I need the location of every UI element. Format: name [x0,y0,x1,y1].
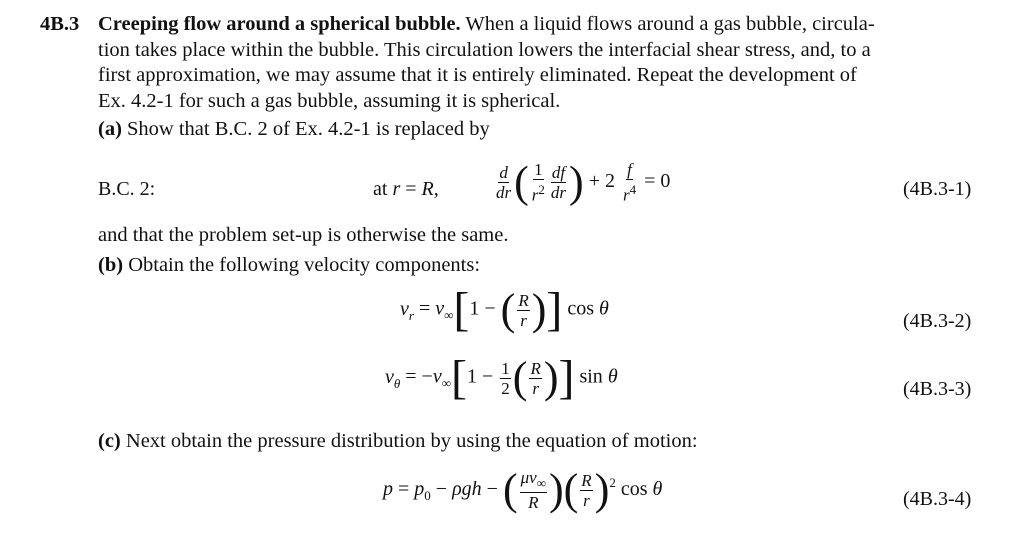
part-c-label: (c) [98,430,121,452]
frac-d-dr: $\frac{d}{dr}$ [496,162,512,202]
eq-number-1: (4B.3-1) [903,178,972,200]
frac-mu-v-over-r: $\frac{\mu v_\infty}{R}$ [520,468,546,513]
frac-r-over-r-2: $\frac{R}{r}$ [530,358,541,398]
part-c-text: Next obtain the pressure distribution by using the equation of motion: [125,430,698,452]
frac-one-r2: $\frac{1}{r^2}$ [531,160,545,205]
part-a-prompt [98,118,490,141]
equation-4b3-2: $v_r = v_\infty[1$ − ( $\frac{R}{r}$ )] cos θ [400,283,609,336]
eq-number-4: (4B.3-4) [903,488,972,510]
problem-text-1: When a liquid flows around a gas bubble, circula- [465,13,875,35]
part-c-prompt [98,430,698,453]
problem-title: Creeping flow around a spherical bubble. [98,13,461,35]
problem-line-4: Ex. 4.2-1 for such a gas bubble, assuming it is spherical. [98,89,561,112]
frac-r-over-r-3: $\frac{R}{r}$ [581,470,592,510]
equation-4b3-1: $\frac{d}{dr}$ ( $\frac{1}{r^2}$ $\frac{df}{dr}$ ) + 2 $\frac{f}{r^4}$ = 0 [496,157,671,207]
problem-statement [40,12,990,114]
frac-r-over-r: $\frac{R}{r}$ [518,290,529,330]
problem-line-3: first approximation, we may assume that it is entirely eliminated. Repeat the development of [98,64,857,86]
problem-number: 4B.3 [40,13,80,35]
frac-df-dr: $\frac{df}{dr}$ [550,162,567,202]
eq-number-3: (4B.3-3) [903,378,972,400]
part-b-label: (b) [98,254,124,276]
part-b-text: Obtain the following velocity components: [128,254,481,276]
part-a-after: and that the problem set-up is otherwise the same. [98,224,509,246]
bc-label: B.C. 2: [98,178,156,200]
problem-line-2: tion takes place within the bubble. This circulation lowers the interfacial shear stress, and, to a [98,38,871,61]
frac-one-half: $\frac{1}{2}$ [501,358,510,398]
part-b-prompt [98,254,480,277]
frac-f-r4: $\frac{f}{r^4}$ [622,160,637,205]
part-a-label: (a) [98,118,122,140]
equation-4b3-3: $v_\theta = -v_\infty[1$ − $\frac{1}{2}$ ( $\frac{R}{r}$ )] sin θ [385,351,618,404]
problem-line-1 [98,12,990,38]
problem-body [98,12,990,114]
bc-condition: at r = R, [373,178,439,200]
eq-number-2: (4B.3-2) [903,310,972,332]
part-a-text: Show that B.C. 2 of Ex. 4.2-1 is replaced by [127,118,490,140]
equation-4b3-4: $p = p_0 - \rho gh$ − ( $\frac{\mu v_\infty}{R}$ )( $\frac{R}{r}$ )$^2$ cos θ [383,465,663,515]
